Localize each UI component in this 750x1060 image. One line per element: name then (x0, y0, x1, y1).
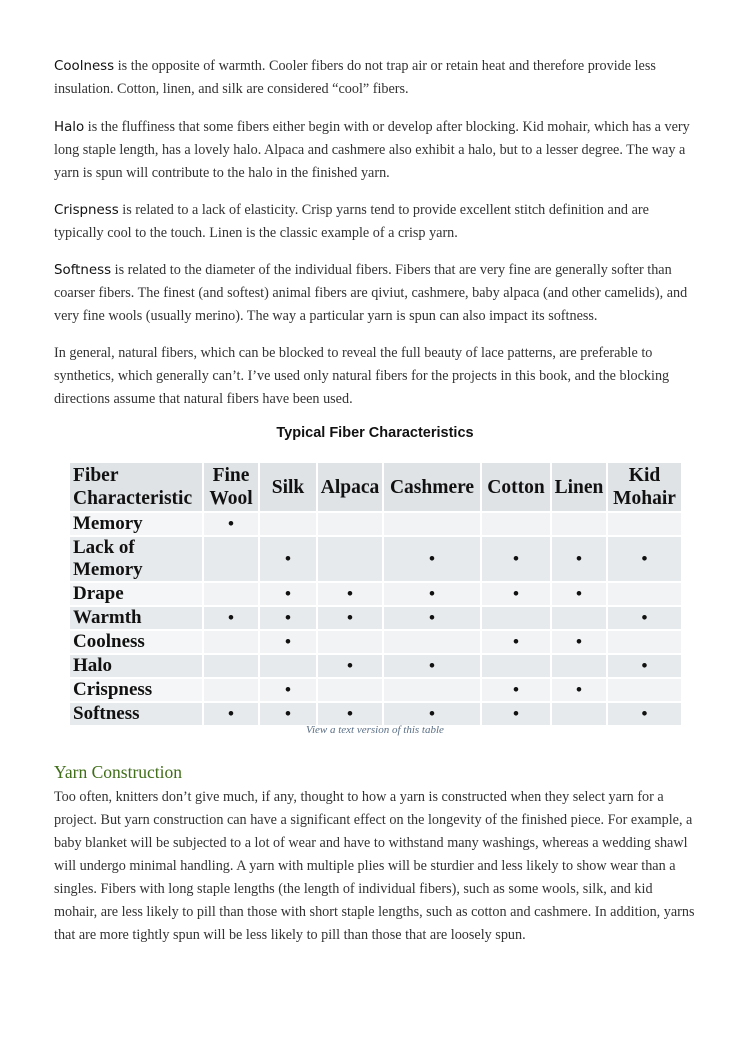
table-cell (383, 630, 481, 654)
row-label: Halo (69, 654, 203, 678)
paragraph-coolness (54, 55, 699, 101)
table-cell: • (551, 630, 607, 654)
table-cell: • (317, 582, 383, 606)
table-cell: • (383, 582, 481, 606)
table-cell (383, 678, 481, 702)
table-cell: • (607, 606, 682, 630)
table-row (69, 702, 682, 726)
row-label: Softness (69, 702, 203, 726)
table-cell (203, 582, 259, 606)
table-cell: • (383, 654, 481, 678)
table-cell: • (607, 654, 682, 678)
table-cell: • (383, 702, 481, 726)
table-cell (481, 654, 551, 678)
paragraph-crispness (54, 199, 699, 245)
table-cell: • (551, 536, 607, 582)
table-cell (317, 630, 383, 654)
term-softness: Softness (54, 263, 112, 278)
table-cell (551, 654, 607, 678)
fiber-characteristics-table (68, 461, 683, 727)
table-cell: • (259, 582, 317, 606)
table-cell: • (481, 582, 551, 606)
table-cell (551, 512, 607, 536)
table-cell (383, 512, 481, 536)
table-header-row (69, 462, 682, 512)
table-cell: • (259, 536, 317, 582)
row-label: Warmth (69, 606, 203, 630)
table-cell (259, 512, 317, 536)
term-halo: Halo (54, 120, 85, 135)
table-cell (607, 582, 682, 606)
table-cell: • (259, 606, 317, 630)
paragraph-general: In general, natural fibers, which can be blocked to reveal the full beauty of lace patterns, are preferable to synthetics, which generally can’t. I’ve used only natural fibers for the projects in this book, and the blocking directions assume that natural fibers have been used. (54, 345, 670, 407)
paragraph-softness-text: is related to the diameter of the individual fibers. Fibers that are very fine are generally softer than coarser fibers. The finest (and softest) animal fibers are qiviut, cashmere, baby alpaca (and other camelids), and very fine wools (usually merino). The way a particular yarn is spun can also impact its softness. (54, 262, 688, 324)
table-row (69, 606, 682, 630)
table-cell: • (317, 654, 383, 678)
row-label: Lack of Memory (69, 536, 203, 582)
table-cell: • (481, 630, 551, 654)
table-cell (607, 512, 682, 536)
table-row (69, 678, 682, 702)
paragraph-halo-text: is the fluffiness that some fibers either begin with or develop after blocking. Kid mohair, which has a very long staple length, has a lovely halo. Alpaca and cashmere also exhibit a halo, but to a lesser degree. The way a yarn is spun will contribute to the halo in the finished yarn. (54, 119, 690, 181)
table-cell: • (317, 702, 383, 726)
table-cell: • (551, 678, 607, 702)
term-crispness: Crispness (54, 203, 119, 218)
column-header: Fine Wool (203, 462, 259, 512)
column-header: Fiber Characteristic (69, 462, 203, 512)
table-cell: • (259, 678, 317, 702)
paragraph-crispness-text: is related to a lack of elasticity. Crisp yarns tend to provide excellent stitch definition and are typically cool to the touch. Linen is the classic example of a crisp yarn. (54, 202, 649, 241)
paragraph-coolness-text: is the opposite of warmth. Cooler fibers do not trap air or retain heat and therefore provide less insulation. Cotton, linen, and silk are considered “cool” fibers. (54, 58, 656, 97)
table-cell: • (481, 702, 551, 726)
table-cell (607, 630, 682, 654)
table-cell: • (481, 536, 551, 582)
table-cell (203, 678, 259, 702)
table-cell: • (481, 678, 551, 702)
column-header: Silk (259, 462, 317, 512)
table-cell (551, 702, 607, 726)
table-cell (317, 512, 383, 536)
table-cell: • (607, 702, 682, 726)
table-cell: • (317, 606, 383, 630)
table-cell: • (259, 630, 317, 654)
table-cell: • (383, 536, 481, 582)
table-row (69, 536, 682, 582)
table-row (69, 512, 682, 536)
table-cell (203, 630, 259, 654)
table-cell: • (203, 606, 259, 630)
table-cell (607, 678, 682, 702)
table-cell (203, 536, 259, 582)
table-cell (317, 536, 383, 582)
column-header: Linen (551, 462, 607, 512)
table-title: Typical Fiber Characteristics (276, 425, 474, 441)
table-cell: • (203, 512, 259, 536)
table-cell: • (551, 582, 607, 606)
row-label: Memory (69, 512, 203, 536)
column-header: Alpaca (317, 462, 383, 512)
table-row (69, 582, 682, 606)
table-cell (481, 512, 551, 536)
table-cell (259, 654, 317, 678)
row-label: Drape (69, 582, 203, 606)
table-row (69, 654, 682, 678)
text-version-link[interactable]: View a text version of this table (306, 724, 444, 736)
column-header: Cashmere (383, 462, 481, 512)
row-label: Coolness (69, 630, 203, 654)
table-cell: • (203, 702, 259, 726)
table-cell (481, 606, 551, 630)
paragraph-yarn-construction: Too often, knitters don’t give much, if any, thought to how a yarn is constructed when they select yarn for a project. But yarn construction can have a significant effect on the longevity of the finished piece. For example, a baby blanket will be subjected to a lot of wear and have to withstand many washings, whereas a wedding shawl will undergo minimal handling. A yarn with multiple plies will be sturdier and less likely to show wear than a singles. Fibers with long staple lengths (the length of individual fibers), such as some wools, silk, and kid mohair, are less likely to pill than those with short staple lengths, such as cotton and cashmere. In addition, yarns that are more tightly spun will be less likely to pill than those that are loosely spun. (54, 789, 695, 943)
paragraph-softness (54, 259, 699, 328)
table-cell: • (383, 606, 481, 630)
table-cell: • (607, 536, 682, 582)
table-cell (317, 678, 383, 702)
table-row (69, 630, 682, 654)
table-cell (203, 654, 259, 678)
table-cell (551, 606, 607, 630)
row-label: Crispness (69, 678, 203, 702)
column-header: Kid Mohair (607, 462, 682, 512)
paragraph-halo (54, 116, 699, 185)
column-header: Cotton (481, 462, 551, 512)
term-coolness: Coolness (54, 59, 115, 74)
table-cell: • (259, 702, 317, 726)
section-heading-yarn-construction: Yarn Construction (54, 762, 183, 782)
